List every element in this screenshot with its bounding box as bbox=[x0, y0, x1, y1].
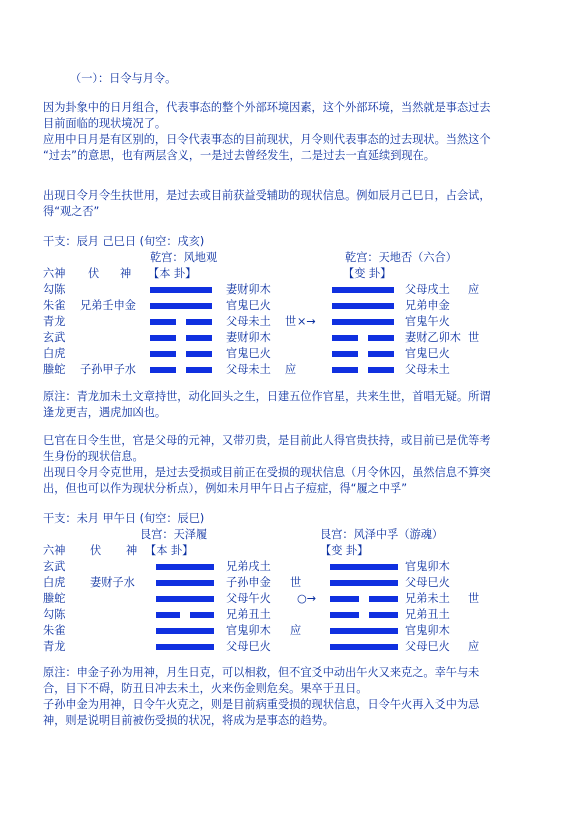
chart1-col-fu: 伏 bbox=[88, 267, 100, 280]
changed-line-relation-label: 妻财乙卯木 bbox=[405, 331, 461, 344]
changed-shi-ying-marker: 世 bbox=[468, 592, 480, 605]
line-relation-label: 妻财卯木 bbox=[226, 283, 271, 296]
hidden-spirit-label: 子孙甲子水 bbox=[80, 363, 136, 376]
changed-line-relation-label: 官鬼卯木 bbox=[405, 624, 450, 637]
note2-paragraph bbox=[43, 665, 531, 729]
shi-ying-marker: 世 bbox=[285, 315, 297, 328]
changed-shi-ying-marker: 应 bbox=[468, 640, 480, 653]
six-god-label: 勾陈 bbox=[43, 283, 66, 296]
yang-line bbox=[150, 303, 212, 309]
line-relation-label: 父母午火 bbox=[226, 592, 271, 605]
moving-line-marker: ○→ bbox=[297, 592, 317, 605]
changed-line-relation-label: 官鬼卯木 bbox=[405, 560, 450, 573]
hidden-spirit-label: 妻财子水 bbox=[90, 576, 135, 589]
shi-ying-marker: 世 bbox=[290, 576, 302, 589]
intro-paragraph bbox=[43, 100, 531, 164]
changed-yang-line bbox=[330, 580, 398, 586]
line-relation-label: 父母未土 bbox=[226, 363, 271, 376]
shi-ying-marker: 应 bbox=[290, 624, 302, 637]
changed-yin-line bbox=[332, 367, 394, 373]
chart2-col-ben: 【本 卦】 bbox=[145, 544, 194, 557]
yang-line bbox=[156, 580, 214, 586]
hidden-spirit-label: 兄弟壬申金 bbox=[80, 299, 136, 312]
six-god-label: 朱雀 bbox=[43, 299, 66, 312]
chart2-main-palace: 艮宫：天泽履 bbox=[140, 528, 208, 541]
chart1-col-shen: 神 bbox=[120, 267, 132, 280]
text-line: 巳官在日令生世，官是父母的元神，又带刃贵，是目前此人得官贵扶持，或目前已是优等考 bbox=[43, 434, 491, 447]
chart1-changed-palace: 乾宫：天地否（六合） bbox=[345, 251, 457, 264]
text-line: 出，但也可以作为现状分析点），例如未月甲午日占子痘症，得“履之中孚” bbox=[43, 482, 407, 495]
six-god-label: 玄武 bbox=[43, 331, 66, 344]
changed-line-relation-label: 父母巳火 bbox=[405, 640, 450, 653]
text-line: 原注：申金子孙为用神，月生日克，可以相救，但不宜爻中动出午火又来克之。幸午与未 bbox=[43, 666, 480, 679]
line-relation-label: 官鬼卯木 bbox=[226, 624, 271, 637]
yin-line bbox=[156, 612, 214, 618]
changed-line-relation-label: 父母未土 bbox=[405, 363, 450, 376]
chart2-col-shen: 神 bbox=[126, 544, 138, 557]
six-god-label: 玄武 bbox=[43, 560, 66, 573]
text-line: 逢龙更吉，遇虎加凶也。 bbox=[43, 406, 167, 419]
text-line: 原注：青龙加未土文章持世，动化回头之生，日建五位作官星，共来生世，首唱无疑。所谓 bbox=[43, 390, 491, 403]
changed-line-relation-label: 兄弟申金 bbox=[405, 299, 450, 312]
yang-line bbox=[156, 596, 214, 602]
six-god-label: 青龙 bbox=[43, 640, 66, 653]
line-relation-label: 父母巳火 bbox=[226, 640, 271, 653]
six-god-label: 朱雀 bbox=[43, 624, 66, 637]
text-line: 应用中日月是有区别的，日令代表事态的目前现状，月令则代表事态的过去现状。当然这个 bbox=[43, 133, 491, 146]
text-line: 生身份的现状信息。 bbox=[43, 450, 144, 463]
line-relation-label: 官鬼巳火 bbox=[226, 347, 271, 360]
middle-paragraph bbox=[43, 433, 531, 497]
changed-line-relation-label: 兄弟丑土 bbox=[405, 608, 450, 621]
changed-yang-line bbox=[332, 287, 394, 293]
changed-line-relation-label: 官鬼巳火 bbox=[405, 347, 450, 360]
text-line: 因为卦象中的日月组合，代表事态的整个外部环境因素，这个外部环境，当然就是事态过去 bbox=[43, 101, 491, 114]
text-line: 子孙申金为用神，日令午火克之，则是目前病重受损的现状信息，日令午火再入爻中为忌 bbox=[43, 698, 480, 711]
text-line: 合，目下不碍，防丑日冲去未土，火来伤金则危矣。果卒于丑日。 bbox=[43, 682, 368, 695]
changed-yang-line bbox=[330, 644, 398, 650]
chart1-main-palace: 乾宫：风地观 bbox=[150, 251, 218, 264]
changed-yang-line bbox=[332, 319, 394, 325]
six-god-label: 螣蛇 bbox=[43, 363, 66, 376]
six-god-label: 青龙 bbox=[43, 315, 66, 328]
yang-line bbox=[156, 644, 214, 650]
shi-ying-marker: 应 bbox=[285, 363, 297, 376]
yang-line bbox=[156, 628, 214, 634]
six-god-label: 白虎 bbox=[43, 576, 66, 589]
yang-line bbox=[150, 287, 212, 293]
chart1-col-liushen: 六神 bbox=[43, 267, 66, 280]
changed-yin-line bbox=[330, 612, 398, 618]
line-relation-label: 兄弟戌土 bbox=[226, 560, 271, 573]
line-relation-label: 官鬼巳火 bbox=[226, 299, 271, 312]
changed-yang-line bbox=[330, 564, 398, 570]
changed-shi-ying-marker: 应 bbox=[468, 283, 480, 296]
text-line: “过去”的意思，也有两层含义，一是过去曾经发生，二是过去一直延续到现在。 bbox=[43, 149, 435, 162]
chart2-col-fu: 伏 bbox=[90, 544, 102, 557]
chart1-col-ben: 【本 卦】 bbox=[148, 267, 197, 280]
text-line: 出现日令月令生扶世用，是过去或目前获益受辅助的现状信息。例如辰月己巳日，占会试， bbox=[43, 189, 491, 202]
changed-line-relation-label: 父母巳火 bbox=[405, 576, 450, 589]
case1-paragraph bbox=[43, 188, 531, 220]
line-relation-label: 子孙申金 bbox=[226, 576, 271, 589]
changed-shi-ying-marker: 世 bbox=[468, 331, 480, 344]
yang-line bbox=[156, 564, 214, 570]
section-title: （一）：日令与月令。 bbox=[70, 72, 177, 85]
six-god-label: 勾陈 bbox=[43, 608, 66, 621]
text-line: 神，则是说明目前被伤受损的状况，将成为是事态的趋势。 bbox=[43, 714, 334, 727]
six-god-label: 螣蛇 bbox=[43, 592, 66, 605]
yin-line bbox=[150, 367, 212, 373]
text-line: 得“观之否” bbox=[43, 205, 100, 218]
changed-yin-line bbox=[332, 351, 394, 357]
chart1-ganzhi: 干支：辰月 己巳日 (旬空：戌亥) bbox=[43, 235, 205, 248]
yin-line bbox=[150, 351, 212, 357]
note1-paragraph bbox=[43, 389, 531, 421]
changed-yang-line bbox=[330, 628, 398, 634]
text-line: 出现日令月令克世用，是过去受损或目前正在受损的现状信息（月令休囚，虽然信息不算突 bbox=[43, 466, 491, 479]
text-line: 目前面临的现状境况了。 bbox=[43, 117, 167, 130]
line-relation-label: 妻财卯木 bbox=[226, 331, 271, 344]
yin-line bbox=[150, 319, 212, 325]
yin-line bbox=[150, 335, 212, 341]
changed-line-relation-label: 父母戌土 bbox=[405, 283, 450, 296]
line-relation-label: 兄弟丑土 bbox=[226, 608, 271, 621]
chart2-col-bian: 【变 卦】 bbox=[320, 544, 369, 557]
chart2-changed-palace: 艮宫：风泽中孚（游魂） bbox=[320, 528, 444, 541]
changed-yin-line bbox=[332, 335, 394, 341]
changed-yin-line bbox=[330, 596, 398, 602]
six-god-label: 白虎 bbox=[43, 347, 66, 360]
line-relation-label: 父母未土 bbox=[226, 315, 271, 328]
changed-line-relation-label: 官鬼午火 bbox=[405, 315, 450, 328]
chart2-ganzhi: 干支：未月 甲午日 (旬空：辰巳) bbox=[43, 512, 205, 525]
changed-line-relation-label: 兄弟未土 bbox=[405, 592, 450, 605]
moving-line-marker: ×→ bbox=[297, 315, 316, 328]
chart2-col-liushen: 六神 bbox=[43, 544, 66, 557]
changed-yang-line bbox=[332, 303, 394, 309]
chart1-col-bian: 【变 卦】 bbox=[343, 267, 392, 280]
